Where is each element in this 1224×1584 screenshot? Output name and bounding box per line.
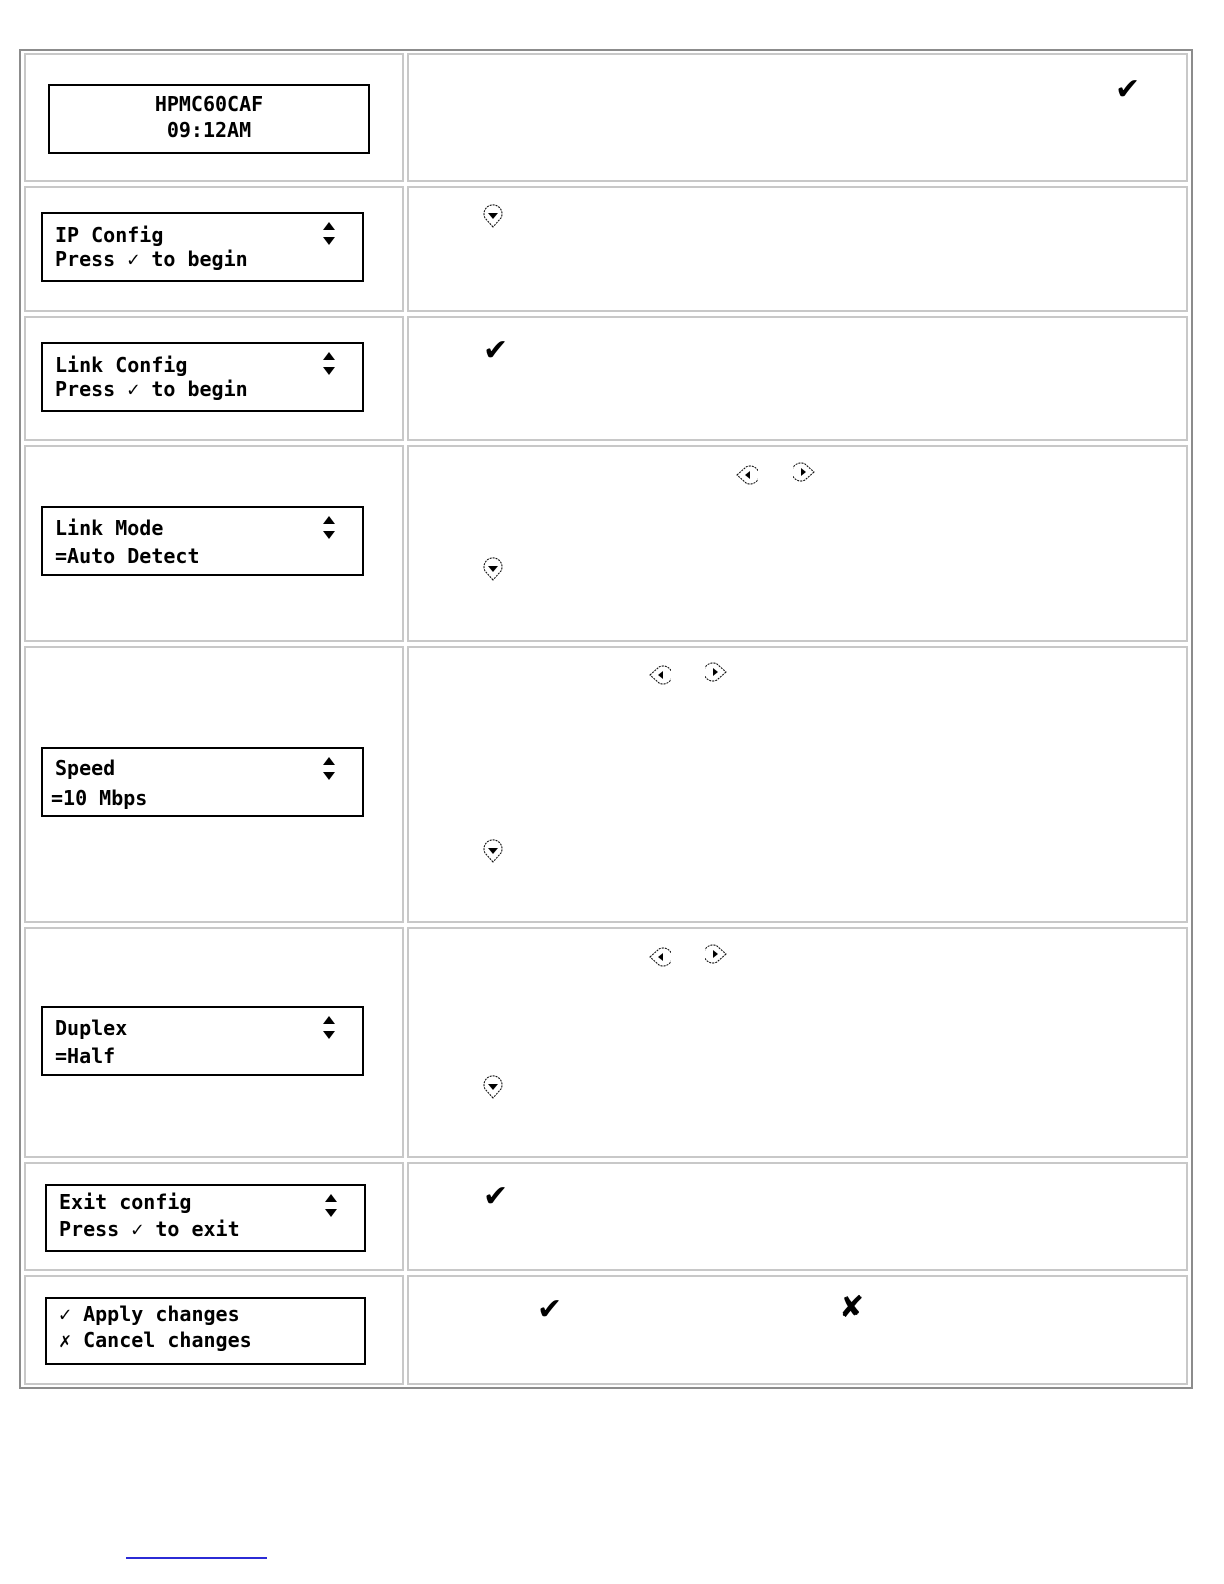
lcd-cell [24, 316, 404, 441]
left-nav-button[interactable] [649, 945, 671, 969]
lcd-line-2: ✗ Cancel changes [59, 1328, 252, 1352]
lcd-line-1: Speed [55, 756, 116, 780]
lcd-cell [24, 646, 404, 923]
instruction-cell [407, 445, 1188, 642]
left-nav-button[interactable] [649, 663, 671, 687]
down-nav-button[interactable] [482, 204, 504, 228]
down-nav-button[interactable] [482, 839, 504, 863]
lcd-display [41, 342, 364, 412]
lcd-display [41, 747, 364, 817]
lcd-line-2: =Auto Detect [55, 544, 200, 568]
lcd-display [41, 506, 364, 576]
lcd-line-2: 09:12AM [166, 118, 252, 142]
up-down-arrows-icon [322, 352, 336, 378]
instruction-cell [407, 186, 1188, 312]
lcd-display [41, 212, 364, 282]
instruction-cell [407, 646, 1188, 923]
cross-icon[interactable]: ✘ [839, 1290, 865, 1325]
lcd-cell [24, 445, 404, 642]
lcd-line-2: Press ✓ to begin [55, 247, 248, 271]
lcd-display [45, 1297, 366, 1365]
check-icon[interactable]: ✔ [483, 333, 509, 368]
lcd-line-2: Press ✓ to begin [55, 377, 248, 401]
table-row [21, 314, 1191, 443]
instruction-cell [407, 316, 1188, 441]
lcd-line-2: =Half [55, 1044, 116, 1068]
lcd-cell [24, 53, 404, 182]
down-nav-button[interactable] [482, 1075, 504, 1099]
lcd-line-1: Duplex [55, 1016, 128, 1040]
table-row [21, 1160, 1191, 1273]
up-down-arrows-icon [322, 1016, 336, 1042]
table-row [21, 184, 1191, 314]
lcd-line-1: Link Mode [55, 516, 164, 540]
table-row [21, 644, 1191, 925]
lcd-display [48, 84, 370, 154]
down-nav-button[interactable] [482, 557, 504, 581]
instruction-cell [407, 927, 1188, 1158]
lcd-cell [24, 1162, 404, 1271]
right-nav-button[interactable] [793, 460, 815, 484]
table-row [21, 925, 1191, 1160]
up-down-arrows-icon [322, 757, 336, 783]
instruction-cell [407, 1275, 1188, 1385]
up-down-arrows-icon [322, 516, 336, 542]
instruction-cell [407, 53, 1188, 182]
instruction-cell [407, 1162, 1188, 1271]
lcd-line-1: Link Config [55, 353, 188, 377]
link-underline[interactable] [126, 1557, 267, 1559]
lcd-line-1: HPMC60CAF [154, 92, 264, 116]
table-row [21, 443, 1191, 644]
check-icon[interactable]: ✔ [1115, 72, 1141, 107]
lcd-line-1: ✓ Apply changes [59, 1302, 240, 1326]
up-down-arrows-icon [324, 1194, 338, 1220]
left-nav-button[interactable] [736, 463, 758, 487]
lcd-line-2: Press ✓ to exit [59, 1217, 240, 1241]
lcd-line-1: Exit config [59, 1190, 192, 1214]
procedure-table [19, 49, 1193, 1389]
up-down-arrows-icon [322, 222, 336, 248]
right-nav-button[interactable] [705, 942, 727, 966]
table-row [21, 51, 1191, 184]
check-icon[interactable]: ✔ [483, 1179, 509, 1214]
table-row [21, 1273, 1191, 1387]
lcd-display [45, 1184, 366, 1252]
lcd-line-2: =10 Mbps [51, 786, 148, 810]
lcd-cell [24, 927, 404, 1158]
check-icon[interactable]: ✔ [537, 1292, 563, 1327]
lcd-line-1: IP Config [55, 223, 164, 247]
lcd-cell [24, 1275, 404, 1385]
right-nav-button[interactable] [705, 660, 727, 684]
lcd-cell [24, 186, 404, 312]
lcd-display [41, 1006, 364, 1076]
